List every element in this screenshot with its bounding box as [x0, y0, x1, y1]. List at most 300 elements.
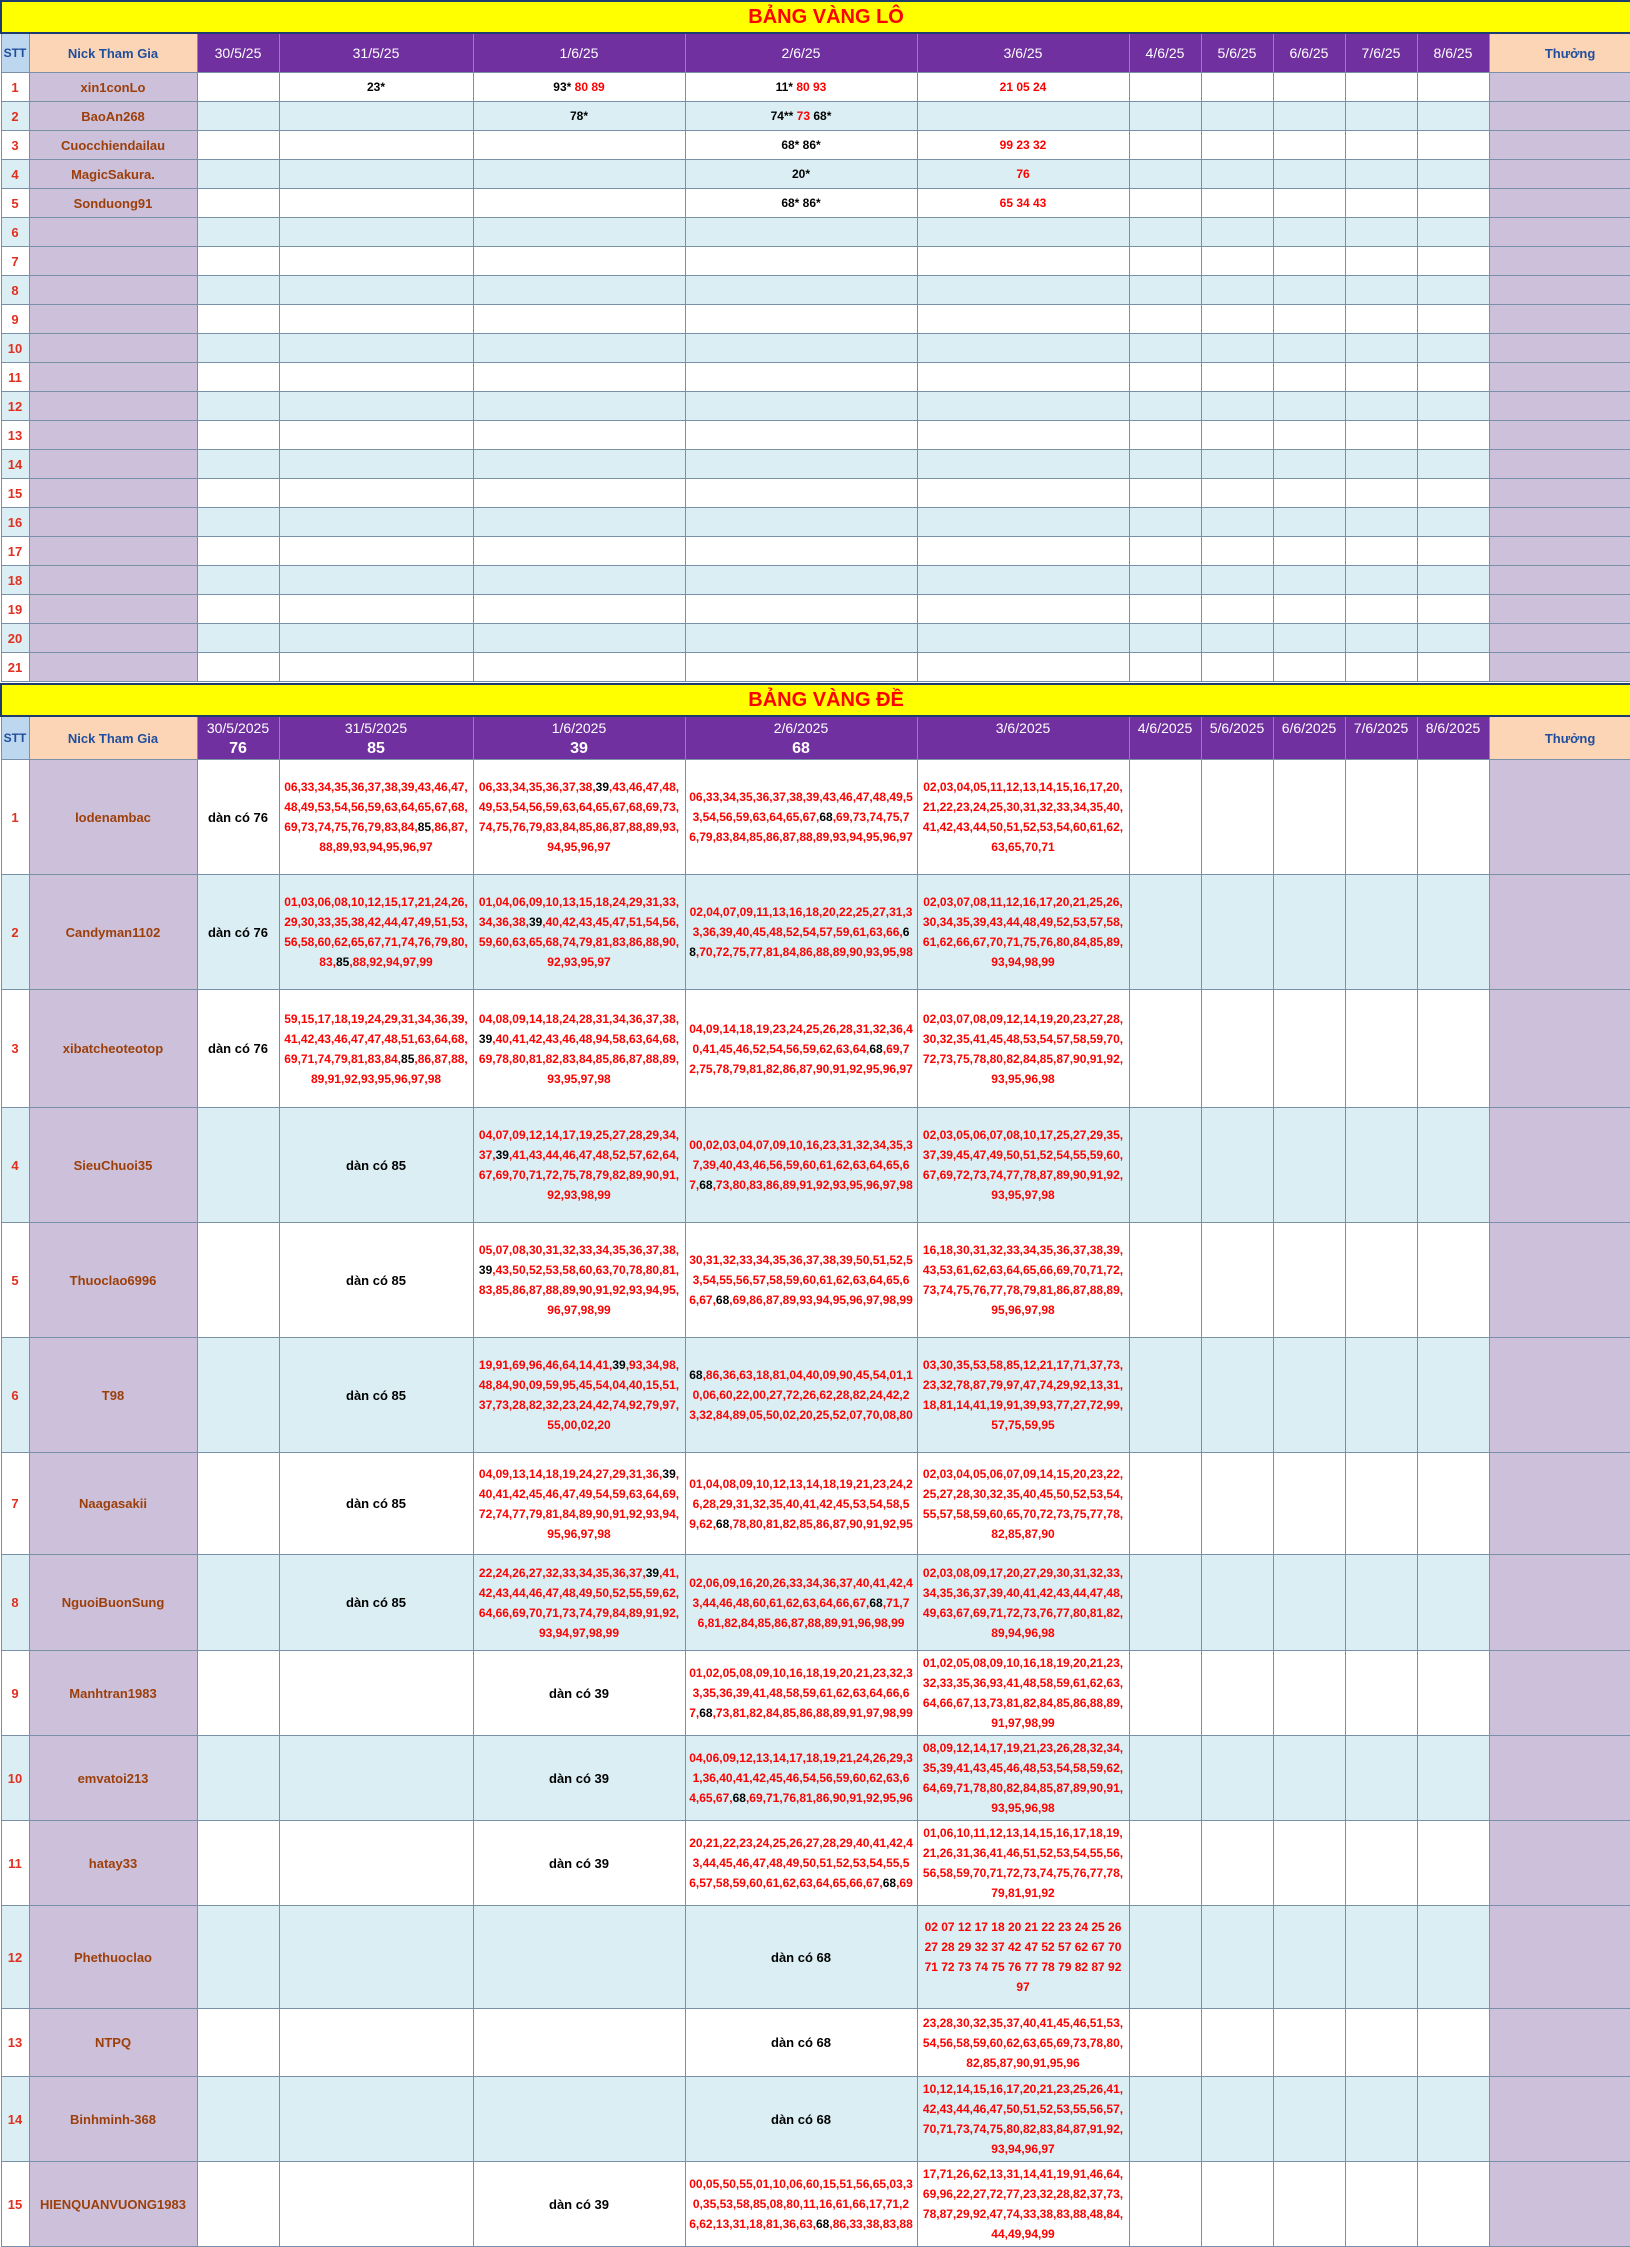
- lo-cell[interactable]: [1201, 421, 1273, 450]
- lo-cell[interactable]: [1417, 102, 1489, 131]
- lo-cell[interactable]: [685, 160, 917, 189]
- de-cell[interactable]: [685, 1338, 917, 1453]
- lo-cell[interactable]: [1345, 131, 1417, 160]
- lo-cell[interactable]: [685, 392, 917, 421]
- de-row-nick[interactable]: SieuChuoi35: [29, 1108, 197, 1223]
- lo-cell[interactable]: [1345, 247, 1417, 276]
- lo-cell[interactable]: [1201, 73, 1273, 102]
- de-cell[interactable]: [917, 1338, 1129, 1453]
- de-row-nick[interactable]: Binhminh-368: [29, 2077, 197, 2162]
- de-cell[interactable]: [685, 1555, 917, 1651]
- de-cell[interactable]: [917, 1906, 1129, 2009]
- de-cell[interactable]: [917, 1223, 1129, 1338]
- de-cell[interactable]: [1201, 1906, 1273, 2009]
- lo-cell[interactable]: [473, 160, 685, 189]
- lo-cell[interactable]: [917, 624, 1129, 653]
- lo-cell[interactable]: [1345, 479, 1417, 508]
- lo-cell[interactable]: [917, 421, 1129, 450]
- lo-cell[interactable]: [197, 247, 279, 276]
- lo-cell[interactable]: [473, 595, 685, 624]
- lo-cell[interactable]: [1417, 305, 1489, 334]
- lo-cell[interactable]: [1273, 334, 1345, 363]
- lo-cell[interactable]: [1417, 566, 1489, 595]
- de-cell[interactable]: [279, 990, 473, 1108]
- lo-cell[interactable]: [1273, 624, 1345, 653]
- lo-cell[interactable]: [1129, 450, 1201, 479]
- de-cell[interactable]: [279, 2009, 473, 2077]
- lo-cell[interactable]: [685, 624, 917, 653]
- lo-cell[interactable]: [685, 421, 917, 450]
- lo-cell[interactable]: [279, 73, 473, 102]
- lo-cell[interactable]: [1201, 363, 1273, 392]
- lo-cell[interactable]: [1273, 247, 1345, 276]
- lo-cell[interactable]: [1273, 73, 1345, 102]
- lo-row-nick[interactable]: [29, 305, 197, 334]
- de-cell[interactable]: [279, 1736, 473, 1821]
- de-cell[interactable]: [1417, 1108, 1489, 1223]
- de-cell[interactable]: [1345, 1736, 1417, 1821]
- de-cell-dan[interactable]: dàn có 68: [685, 1906, 917, 2009]
- de-cell[interactable]: [685, 760, 917, 875]
- lo-cell[interactable]: [1201, 653, 1273, 682]
- lo-cell[interactable]: [685, 131, 917, 160]
- lo-cell[interactable]: [279, 276, 473, 305]
- lo-cell[interactable]: [197, 450, 279, 479]
- lo-cell[interactable]: [1273, 653, 1345, 682]
- lo-cell[interactable]: [685, 363, 917, 392]
- lo-cell[interactable]: [685, 595, 917, 624]
- de-cell[interactable]: [279, 875, 473, 990]
- lo-cell[interactable]: [1273, 305, 1345, 334]
- de-cell[interactable]: [1201, 1223, 1273, 1338]
- de-cell[interactable]: [1201, 1338, 1273, 1453]
- de-cell[interactable]: [1273, 1906, 1345, 2009]
- lo-cell[interactable]: [1417, 421, 1489, 450]
- de-cell[interactable]: [917, 760, 1129, 875]
- lo-row-nick[interactable]: [29, 450, 197, 479]
- de-cell[interactable]: [473, 1338, 685, 1453]
- lo-cell[interactable]: [197, 508, 279, 537]
- lo-cell[interactable]: [1201, 508, 1273, 537]
- lo-row-nick[interactable]: [29, 218, 197, 247]
- lo-cell[interactable]: [1129, 392, 1201, 421]
- lo-cell[interactable]: [473, 537, 685, 566]
- lo-cell[interactable]: [1417, 276, 1489, 305]
- de-cell-dan[interactable]: dàn có 85: [279, 1338, 473, 1453]
- de-cell[interactable]: [1345, 1555, 1417, 1651]
- lo-cell[interactable]: [685, 247, 917, 276]
- de-cell[interactable]: [1417, 875, 1489, 990]
- lo-row-nick[interactable]: [29, 508, 197, 537]
- lo-cell[interactable]: [279, 189, 473, 218]
- lo-cell[interactable]: [279, 508, 473, 537]
- lo-cell[interactable]: [1273, 392, 1345, 421]
- de-cell[interactable]: [197, 2162, 279, 2247]
- lo-cell[interactable]: [1129, 131, 1201, 160]
- de-cell[interactable]: [1129, 2009, 1201, 2077]
- lo-cell[interactable]: [1417, 392, 1489, 421]
- lo-cell[interactable]: [1129, 537, 1201, 566]
- de-cell-dan[interactable]: dàn có 68: [685, 2077, 917, 2162]
- lo-cell[interactable]: [1345, 276, 1417, 305]
- lo-cell[interactable]: [1129, 102, 1201, 131]
- lo-cell[interactable]: [1129, 189, 1201, 218]
- de-cell[interactable]: [685, 1736, 917, 1821]
- lo-cell[interactable]: [1201, 537, 1273, 566]
- lo-cell[interactable]: [917, 189, 1129, 218]
- de-cell-dan[interactable]: dàn có 85: [279, 1108, 473, 1223]
- de-cell[interactable]: [473, 875, 685, 990]
- lo-cell[interactable]: [473, 392, 685, 421]
- lo-cell[interactable]: [1345, 537, 1417, 566]
- de-cell[interactable]: [1273, 1338, 1345, 1453]
- lo-cell[interactable]: [473, 334, 685, 363]
- de-cell[interactable]: [473, 1906, 685, 2009]
- lo-cell[interactable]: [1201, 131, 1273, 160]
- lo-row-nick[interactable]: [29, 479, 197, 508]
- de-cell[interactable]: [197, 1453, 279, 1555]
- lo-row-nick[interactable]: [29, 566, 197, 595]
- de-cell[interactable]: [1273, 875, 1345, 990]
- de-cell[interactable]: [917, 2009, 1129, 2077]
- de-cell[interactable]: [1345, 760, 1417, 875]
- de-row-nick[interactable]: hatay33: [29, 1821, 197, 1906]
- lo-cell[interactable]: [685, 334, 917, 363]
- lo-cell[interactable]: [917, 305, 1129, 334]
- lo-cell[interactable]: [917, 595, 1129, 624]
- lo-cell[interactable]: [197, 421, 279, 450]
- de-cell[interactable]: [473, 1108, 685, 1223]
- lo-cell[interactable]: [917, 392, 1129, 421]
- lo-cell[interactable]: [1273, 276, 1345, 305]
- lo-cell[interactable]: [1273, 537, 1345, 566]
- de-cell[interactable]: [1345, 990, 1417, 1108]
- de-cell[interactable]: [197, 1821, 279, 1906]
- de-cell[interactable]: [1273, 1555, 1345, 1651]
- de-row-nick[interactable]: Phethuoclao: [29, 1906, 197, 2009]
- lo-cell[interactable]: [279, 392, 473, 421]
- de-cell[interactable]: [1345, 1453, 1417, 1555]
- de-row-nick[interactable]: xibatcheoteotop: [29, 990, 197, 1108]
- de-cell[interactable]: [1129, 1736, 1201, 1821]
- lo-cell[interactable]: [917, 73, 1129, 102]
- lo-cell[interactable]: [473, 363, 685, 392]
- lo-cell[interactable]: [1417, 189, 1489, 218]
- lo-cell[interactable]: [1273, 508, 1345, 537]
- de-cell[interactable]: [1201, 990, 1273, 1108]
- lo-cell[interactable]: [1129, 160, 1201, 189]
- lo-cell[interactable]: [1201, 160, 1273, 189]
- de-cell[interactable]: [1129, 1651, 1201, 1736]
- lo-cell[interactable]: [473, 131, 685, 160]
- de-cell-dan[interactable]: dàn có 39: [473, 1651, 685, 1736]
- de-cell[interactable]: [1201, 2009, 1273, 2077]
- de-cell[interactable]: [1417, 2077, 1489, 2162]
- de-cell[interactable]: [473, 2009, 685, 2077]
- de-cell[interactable]: [1129, 1108, 1201, 1223]
- lo-cell[interactable]: [1417, 131, 1489, 160]
- de-cell[interactable]: [917, 875, 1129, 990]
- lo-row-nick[interactable]: [29, 276, 197, 305]
- de-cell[interactable]: [473, 990, 685, 1108]
- de-cell[interactable]: [1345, 1108, 1417, 1223]
- de-cell[interactable]: [279, 760, 473, 875]
- de-row-nick[interactable]: Manhtran1983: [29, 1651, 197, 1736]
- lo-cell[interactable]: [1345, 392, 1417, 421]
- lo-cell[interactable]: [197, 276, 279, 305]
- lo-cell[interactable]: [1201, 334, 1273, 363]
- de-cell[interactable]: [1345, 2162, 1417, 2247]
- de-cell[interactable]: [1417, 1906, 1489, 2009]
- lo-cell[interactable]: [197, 73, 279, 102]
- lo-cell[interactable]: [473, 189, 685, 218]
- lo-cell[interactable]: [917, 479, 1129, 508]
- de-cell[interactable]: [197, 1555, 279, 1651]
- lo-row-nick[interactable]: [29, 624, 197, 653]
- lo-cell[interactable]: [1273, 450, 1345, 479]
- lo-cell[interactable]: [1129, 247, 1201, 276]
- de-cell[interactable]: [1417, 1338, 1489, 1453]
- lo-cell[interactable]: [917, 450, 1129, 479]
- lo-cell[interactable]: [1417, 624, 1489, 653]
- de-row-nick[interactable]: HIENQUANVUONG1983: [29, 2162, 197, 2247]
- lo-cell[interactable]: [1417, 595, 1489, 624]
- lo-cell[interactable]: [279, 218, 473, 247]
- lo-cell[interactable]: [1129, 73, 1201, 102]
- de-cell[interactable]: [1201, 2077, 1273, 2162]
- lo-cell[interactable]: [1417, 363, 1489, 392]
- lo-cell[interactable]: [685, 450, 917, 479]
- de-cell[interactable]: [1417, 760, 1489, 875]
- de-cell[interactable]: [917, 990, 1129, 1108]
- de-cell[interactable]: [685, 875, 917, 990]
- lo-cell[interactable]: [917, 276, 1129, 305]
- de-cell[interactable]: [1345, 875, 1417, 990]
- lo-cell[interactable]: [473, 73, 685, 102]
- lo-cell[interactable]: [473, 653, 685, 682]
- lo-cell[interactable]: [1273, 189, 1345, 218]
- de-cell[interactable]: [917, 1555, 1129, 1651]
- de-row-nick[interactable]: Candyman1102: [29, 875, 197, 990]
- lo-cell[interactable]: [473, 276, 685, 305]
- de-cell[interactable]: [473, 760, 685, 875]
- de-cell[interactable]: [685, 1821, 917, 1906]
- de-row-nick[interactable]: Naagasakii: [29, 1453, 197, 1555]
- lo-cell[interactable]: [197, 102, 279, 131]
- lo-cell[interactable]: [1345, 334, 1417, 363]
- de-cell[interactable]: [197, 1223, 279, 1338]
- lo-cell[interactable]: [1201, 595, 1273, 624]
- lo-cell[interactable]: [197, 189, 279, 218]
- lo-cell[interactable]: [1417, 653, 1489, 682]
- de-cell[interactable]: [197, 1906, 279, 2009]
- lo-cell[interactable]: [685, 189, 917, 218]
- de-cell-dan[interactable]: dàn có 39: [473, 1736, 685, 1821]
- lo-row-nick[interactable]: [29, 421, 197, 450]
- lo-cell[interactable]: [917, 247, 1129, 276]
- lo-cell[interactable]: [279, 450, 473, 479]
- lo-cell[interactable]: [1273, 479, 1345, 508]
- de-cell[interactable]: [917, 1108, 1129, 1223]
- lo-cell[interactable]: [1201, 102, 1273, 131]
- lo-cell[interactable]: [473, 305, 685, 334]
- de-cell[interactable]: [1273, 2009, 1345, 2077]
- de-cell[interactable]: [1129, 1821, 1201, 1906]
- de-cell[interactable]: [1345, 1223, 1417, 1338]
- de-cell[interactable]: [1129, 1555, 1201, 1651]
- de-cell[interactable]: [1129, 1223, 1201, 1338]
- de-cell[interactable]: [1201, 1108, 1273, 1223]
- de-cell[interactable]: [1417, 1223, 1489, 1338]
- de-cell[interactable]: [1345, 1651, 1417, 1736]
- lo-cell[interactable]: [197, 160, 279, 189]
- lo-cell[interactable]: [1417, 537, 1489, 566]
- lo-cell[interactable]: [1345, 653, 1417, 682]
- lo-cell[interactable]: [917, 131, 1129, 160]
- lo-cell[interactable]: [1417, 450, 1489, 479]
- lo-cell[interactable]: [917, 218, 1129, 247]
- lo-cell[interactable]: [685, 305, 917, 334]
- lo-cell[interactable]: [917, 363, 1129, 392]
- lo-cell[interactable]: [1201, 218, 1273, 247]
- lo-cell[interactable]: [1417, 334, 1489, 363]
- de-cell[interactable]: [1417, 1651, 1489, 1736]
- de-cell-dan[interactable]: dàn có 39: [473, 2162, 685, 2247]
- lo-cell[interactable]: [1201, 276, 1273, 305]
- de-cell[interactable]: [279, 2077, 473, 2162]
- lo-cell[interactable]: [279, 363, 473, 392]
- de-cell[interactable]: [279, 1821, 473, 1906]
- de-cell-dan[interactable]: dàn có 76: [197, 760, 279, 875]
- lo-cell[interactable]: [197, 537, 279, 566]
- lo-row-nick[interactable]: [29, 363, 197, 392]
- de-row-nick[interactable]: lodenambac: [29, 760, 197, 875]
- lo-cell[interactable]: [917, 102, 1129, 131]
- lo-cell[interactable]: [1345, 450, 1417, 479]
- lo-cell[interactable]: [473, 450, 685, 479]
- de-cell[interactable]: [685, 1453, 917, 1555]
- lo-cell[interactable]: [1129, 566, 1201, 595]
- lo-cell[interactable]: [1273, 160, 1345, 189]
- lo-cell[interactable]: [1129, 508, 1201, 537]
- lo-cell[interactable]: [279, 653, 473, 682]
- de-cell[interactable]: [473, 1223, 685, 1338]
- de-cell[interactable]: [1345, 1338, 1417, 1453]
- lo-cell[interactable]: [197, 334, 279, 363]
- lo-cell[interactable]: [1417, 73, 1489, 102]
- lo-cell[interactable]: [197, 595, 279, 624]
- de-cell[interactable]: [1273, 990, 1345, 1108]
- lo-cell[interactable]: [1129, 421, 1201, 450]
- de-cell[interactable]: [1273, 1736, 1345, 1821]
- de-cell[interactable]: [197, 2009, 279, 2077]
- lo-cell[interactable]: [1129, 624, 1201, 653]
- de-cell[interactable]: [1129, 990, 1201, 1108]
- de-cell-dan[interactable]: dàn có 85: [279, 1555, 473, 1651]
- de-cell-dan[interactable]: dàn có 85: [279, 1223, 473, 1338]
- lo-cell[interactable]: [279, 421, 473, 450]
- de-cell[interactable]: [197, 1338, 279, 1453]
- lo-cell[interactable]: [473, 624, 685, 653]
- de-cell[interactable]: [1273, 2162, 1345, 2247]
- de-row-nick[interactable]: Thuoclao6996: [29, 1223, 197, 1338]
- de-cell[interactable]: [1129, 1453, 1201, 1555]
- lo-cell[interactable]: [197, 363, 279, 392]
- lo-cell[interactable]: [1345, 189, 1417, 218]
- lo-cell[interactable]: [685, 218, 917, 247]
- lo-row-nick[interactable]: [29, 595, 197, 624]
- lo-cell[interactable]: [1417, 508, 1489, 537]
- de-cell[interactable]: [1129, 2162, 1201, 2247]
- lo-cell[interactable]: [197, 131, 279, 160]
- lo-cell[interactable]: [1201, 392, 1273, 421]
- de-cell[interactable]: [197, 2077, 279, 2162]
- lo-cell[interactable]: [1129, 595, 1201, 624]
- de-cell[interactable]: [917, 1821, 1129, 1906]
- lo-cell[interactable]: [1273, 131, 1345, 160]
- de-cell-dan[interactable]: dàn có 39: [473, 1821, 685, 1906]
- lo-cell[interactable]: [197, 305, 279, 334]
- lo-cell[interactable]: [917, 537, 1129, 566]
- lo-row-nick[interactable]: Cuocchiendailau: [29, 131, 197, 160]
- lo-cell[interactable]: [917, 334, 1129, 363]
- de-cell[interactable]: [1273, 1108, 1345, 1223]
- lo-cell[interactable]: [1129, 479, 1201, 508]
- lo-cell[interactable]: [1345, 73, 1417, 102]
- de-cell[interactable]: [1417, 1555, 1489, 1651]
- de-cell[interactable]: [917, 2162, 1129, 2247]
- de-cell[interactable]: [1345, 1821, 1417, 1906]
- lo-cell[interactable]: [473, 508, 685, 537]
- de-cell[interactable]: [1417, 1736, 1489, 1821]
- de-row-nick[interactable]: NguoiBuonSung: [29, 1555, 197, 1651]
- de-row-nick[interactable]: emvatoi213: [29, 1736, 197, 1821]
- lo-cell[interactable]: [473, 218, 685, 247]
- lo-cell[interactable]: [1417, 218, 1489, 247]
- de-cell[interactable]: [1201, 1651, 1273, 1736]
- de-cell[interactable]: [685, 990, 917, 1108]
- de-cell[interactable]: [279, 1906, 473, 2009]
- lo-cell[interactable]: [1201, 566, 1273, 595]
- de-cell[interactable]: [1345, 1906, 1417, 2009]
- lo-cell[interactable]: [1201, 624, 1273, 653]
- lo-cell[interactable]: [197, 218, 279, 247]
- de-cell[interactable]: [1201, 1736, 1273, 1821]
- de-cell[interactable]: [917, 1736, 1129, 1821]
- lo-cell[interactable]: [1273, 595, 1345, 624]
- lo-cell[interactable]: [1345, 566, 1417, 595]
- de-cell[interactable]: [1273, 1453, 1345, 1555]
- lo-row-nick[interactable]: [29, 537, 197, 566]
- de-cell[interactable]: [917, 1651, 1129, 1736]
- lo-cell[interactable]: [279, 247, 473, 276]
- lo-cell[interactable]: [1129, 276, 1201, 305]
- de-cell[interactable]: [197, 1651, 279, 1736]
- lo-row-nick[interactable]: xin1conLo: [29, 73, 197, 102]
- lo-cell[interactable]: [685, 276, 917, 305]
- lo-cell[interactable]: [279, 479, 473, 508]
- lo-cell[interactable]: [473, 566, 685, 595]
- lo-cell[interactable]: [685, 537, 917, 566]
- lo-cell[interactable]: [1129, 218, 1201, 247]
- lo-cell[interactable]: [279, 131, 473, 160]
- de-cell[interactable]: [197, 1736, 279, 1821]
- lo-cell[interactable]: [279, 566, 473, 595]
- de-cell[interactable]: [1201, 1555, 1273, 1651]
- de-row-nick[interactable]: T98: [29, 1338, 197, 1453]
- de-cell[interactable]: [1417, 2009, 1489, 2077]
- lo-cell[interactable]: [1129, 653, 1201, 682]
